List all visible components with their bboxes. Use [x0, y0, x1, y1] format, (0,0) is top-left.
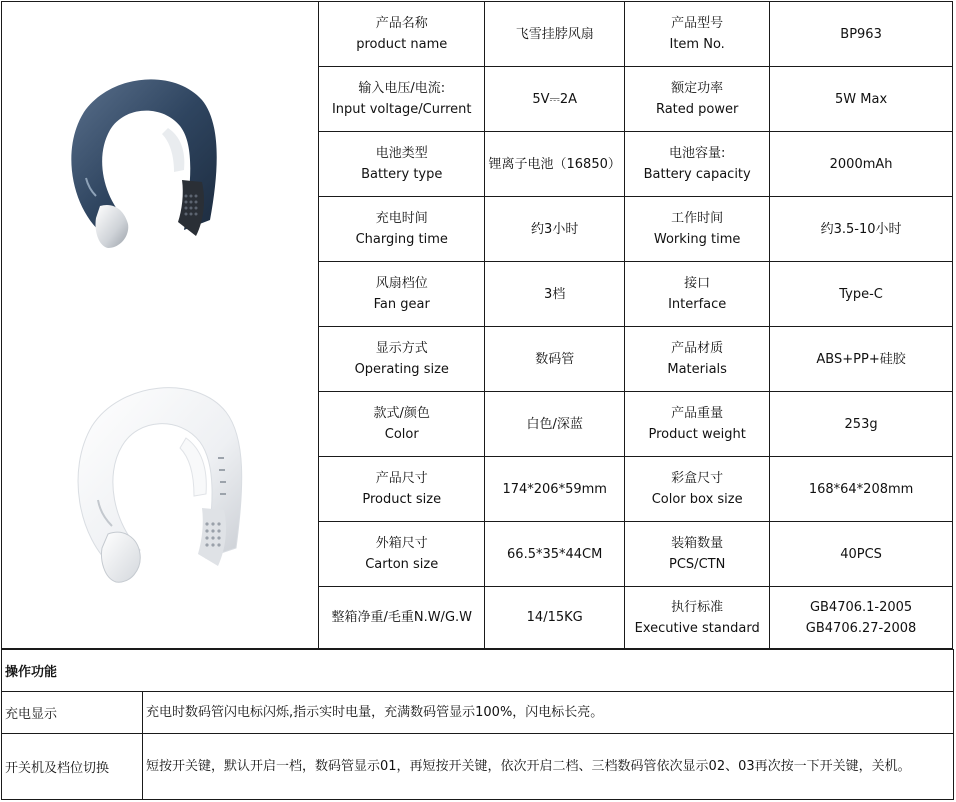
label-cn: 工作时间	[671, 211, 724, 226]
spec-value: 约3.5-10小时	[820, 221, 902, 237]
spec-label-cell	[625, 262, 770, 327]
label-cn: 电池类型	[375, 146, 428, 161]
label-en: Product weight	[648, 427, 746, 442]
operation-title: 操作功能	[2, 650, 954, 692]
label-cn: 彩盒尺寸	[671, 471, 724, 486]
operation-table	[1, 649, 954, 800]
label-en: Color box size	[651, 492, 743, 507]
label-en: Battery capacity	[643, 167, 751, 182]
label-en: Rated power	[655, 102, 739, 117]
label-en: Item No.	[669, 37, 725, 52]
label-cn: 电池容量:	[668, 146, 726, 161]
label-cn: 产品尺寸	[375, 471, 428, 486]
spec-label-cell	[625, 457, 770, 522]
operation-header-row	[2, 650, 954, 692]
operation-label: 充电显示	[2, 692, 143, 734]
operation-desc: 充电时数码管闪电标闪烁,指示实时电量，充满数码管显示100%，闪电标长亮。	[143, 692, 954, 734]
label-en: PCS/CTN	[669, 557, 726, 572]
label-en: Battery type	[361, 167, 443, 182]
spec-label-cell	[625, 132, 770, 197]
spec-value: 约3小时	[531, 221, 579, 237]
spec-value: 3档	[544, 286, 566, 302]
spec-label-cell	[625, 2, 770, 67]
spec-value: BP963	[840, 26, 882, 42]
label-cn: 接口	[684, 276, 711, 291]
spec-label-cell	[625, 587, 770, 649]
spec-value-cell	[485, 522, 625, 587]
label-cn: 额定功率	[671, 81, 724, 96]
spec-value-cell	[485, 197, 625, 262]
label-en: Operating size	[354, 362, 449, 377]
label-en: Interface	[668, 297, 727, 312]
spec-value-cell	[770, 262, 953, 327]
label-cn: 显示方式	[375, 341, 428, 356]
spec-value: 168*64*208mm	[808, 481, 914, 497]
spec-label-cell	[319, 327, 485, 392]
label-cn: 产品材质	[671, 341, 724, 356]
label-en: Charging time	[355, 232, 448, 247]
label-en: product name	[356, 37, 448, 52]
spec-value: GB4706.1-2005	[809, 599, 913, 615]
spec-value: 锂离子电池（16850）	[488, 156, 621, 172]
spec-label-cell	[319, 457, 485, 522]
label-en: Materials	[667, 362, 727, 377]
spec-value-cell	[770, 327, 953, 392]
label-cn: 产品型号	[671, 16, 724, 31]
spec-value: 2000mAh	[829, 156, 893, 172]
operation-label: 开关机及档位切换	[2, 734, 143, 800]
spec-label-cell	[319, 262, 485, 327]
operation-desc: 短按开关键，默认开启一档，数码管显示01，再短按开关键，依次开启二档、三档数码管依次显示02、03再次按一下开关键，关机。	[143, 734, 954, 800]
spec-value: Type-C	[839, 286, 883, 302]
spec-value: 数码管	[535, 351, 575, 367]
label-cn: 装箱数量	[671, 536, 724, 551]
neck-fan-white-image	[68, 378, 246, 588]
spec-value-cell	[770, 2, 953, 67]
spec-label-cell	[319, 2, 485, 67]
spec-label-cell	[319, 392, 485, 457]
label-cn: 产品名称	[375, 16, 428, 31]
spec-value-cell	[485, 327, 625, 392]
spec-label-cell	[319, 197, 485, 262]
label-cn: 整箱净重/毛重N.W/G.W	[331, 610, 472, 625]
spec-value: 飞雪挂脖风扇	[515, 26, 594, 42]
spec-value-cell	[485, 392, 625, 457]
spec-value-cell	[770, 132, 953, 197]
spec-value: 14/15KG	[526, 610, 583, 625]
spec-label-cell	[319, 587, 485, 649]
spec-label-cell	[625, 327, 770, 392]
spec-row	[2, 2, 953, 67]
spec-value-cell	[485, 262, 625, 327]
spec-value-cell	[485, 132, 625, 197]
spec-label-cell	[625, 67, 770, 132]
spec-value: 174*206*59mm	[502, 481, 607, 497]
spec-label-cell	[625, 522, 770, 587]
label-cn: 执行标准	[671, 599, 724, 615]
spec-value: 40PCS	[840, 546, 882, 562]
label-cn: 充电时间	[375, 211, 428, 226]
spec-value-cell	[770, 197, 953, 262]
spec-label-cell	[319, 67, 485, 132]
spec-label-cell	[319, 132, 485, 197]
spec-value: 5V⎓2A	[532, 91, 578, 107]
label-en: Product size	[362, 492, 442, 507]
spec-label-cell	[319, 522, 485, 587]
label-cn: 输入电压/电流:	[358, 81, 446, 96]
spec-value: GB4706.27-2008	[805, 620, 917, 636]
spec-label-cell	[625, 197, 770, 262]
spec-value: 5W Max	[835, 91, 888, 107]
product-image-cell	[2, 2, 319, 649]
spec-value-cell	[770, 522, 953, 587]
label-en: Input voltage/Current	[331, 102, 472, 117]
operation-row	[2, 734, 954, 800]
label-en: Executive standard	[634, 620, 760, 636]
spec-value: ABS+PP+硅胶	[816, 351, 906, 367]
spec-value-cell	[485, 2, 625, 67]
spec-value-cell	[485, 67, 625, 132]
spec-value-cell	[485, 457, 625, 522]
label-cn: 款式/颜色	[373, 406, 430, 421]
label-cn: 产品重量	[671, 406, 724, 421]
spec-label-cell	[625, 392, 770, 457]
spec-value-cell	[770, 67, 953, 132]
spec-value-cell	[485, 587, 625, 649]
label-cn: 风扇档位	[375, 276, 428, 291]
operation-row	[2, 692, 954, 734]
spec-value: 253g	[844, 416, 878, 432]
neck-fan-navy-image	[62, 70, 222, 254]
label-en: Carton size	[365, 557, 439, 572]
spec-value-cell	[770, 392, 953, 457]
spec-sheet	[1, 1, 953, 800]
label-en: Color	[384, 427, 419, 442]
spec-value-cell	[770, 457, 953, 522]
label-en: Working time	[653, 232, 741, 247]
spec-value: 白色/深蓝	[526, 416, 583, 432]
spec-value: 66.5*35*44CM	[507, 546, 603, 562]
spec-table	[1, 1, 953, 649]
label-en: Fan gear	[373, 297, 430, 312]
spec-value-cell	[770, 587, 953, 649]
label-cn: 外箱尺寸	[375, 536, 428, 551]
